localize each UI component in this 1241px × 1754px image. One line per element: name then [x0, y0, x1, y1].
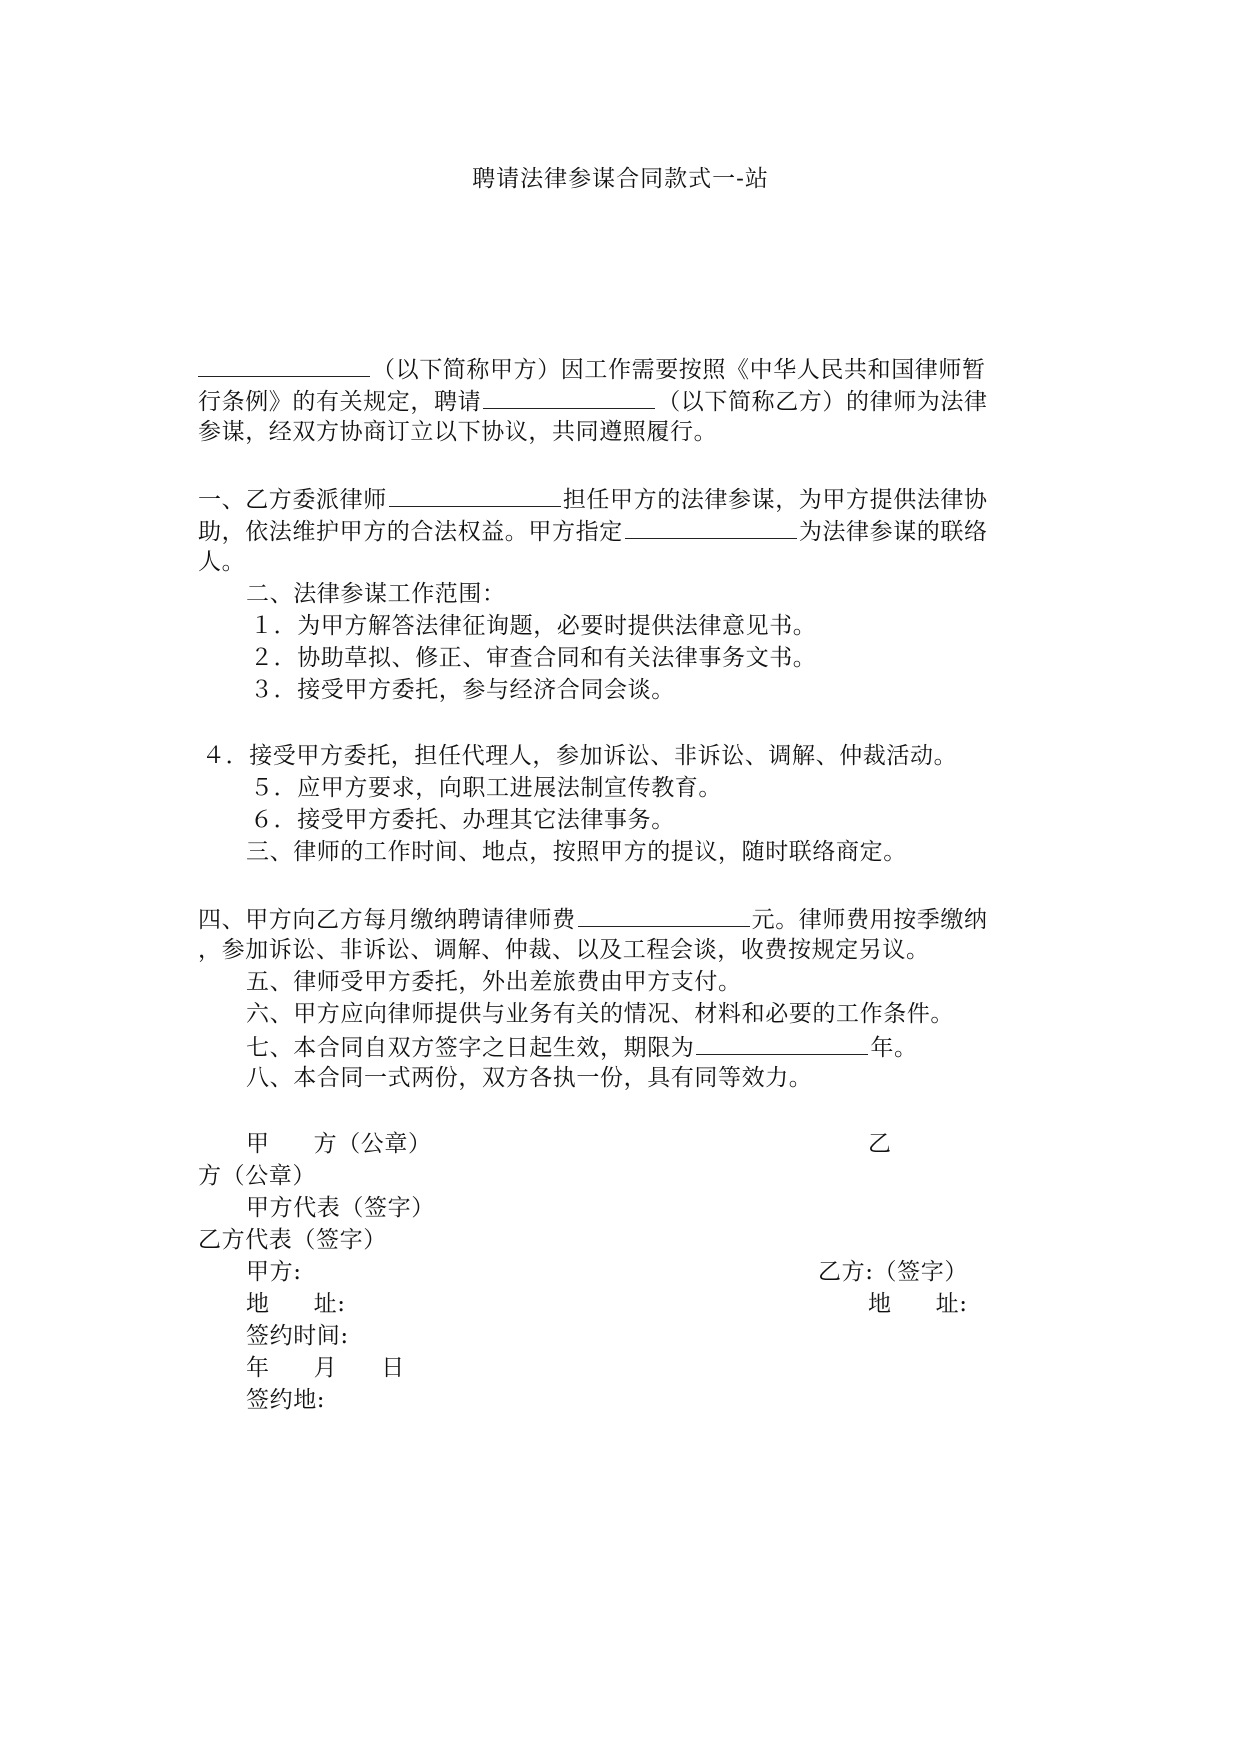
clause1-text-1b: 担任甲方的法律参谋，为甲方提供法律协 [562, 487, 988, 513]
party-b-address-char1: 地 [868, 1291, 892, 1317]
intro-line-2 [198, 384, 988, 418]
party-a-address-char2: 址: [313, 1291, 346, 1317]
clause2-item-3: ３．接受甲方委托，参与经济合同会谈。 [250, 677, 675, 703]
intro-text-2b: （以下简称乙方）的律师为法律 [657, 389, 988, 415]
clause6: 六、甲方应向律师提供与业务有关的情况、材料和必要的工作条件。 [246, 1001, 954, 1027]
intro-line-1 [198, 352, 986, 386]
party-b-seal-char: 乙 [868, 1131, 892, 1157]
clause4-line-1 [198, 902, 988, 936]
sign-time-label: 签约时间: [246, 1323, 349, 1349]
party-a-seal-char: 甲 [246, 1131, 270, 1157]
party-b-address-label [868, 1288, 968, 1320]
party-a-seal-rest: 方（公章） [313, 1131, 432, 1157]
clause2-item-1: １．为甲方解答法律征询题，必要时提供法律意见书。 [250, 613, 817, 639]
monthly-fee-blank[interactable] [578, 902, 750, 927]
clause1-line-3: 人。 [198, 549, 246, 575]
clause1-text-1a: 一、乙方委派律师 [198, 487, 387, 513]
clause1-text-2b: 为法律参谋的联络 [798, 519, 988, 545]
date-year-label: 年 [246, 1355, 270, 1381]
party-b-name-blank[interactable] [483, 384, 655, 409]
party-a-label: 甲方: [246, 1259, 302, 1285]
party-b-label: 乙方:（签字） [818, 1259, 968, 1285]
clause2-item-2: ２．协助草拟、修正、审查合同和有关法律事务文书。 [250, 645, 817, 671]
lawyer-name-blank[interactable] [389, 482, 561, 507]
clause8: 八、本合同一式两份，双方各执一份，具有同等效力。 [246, 1065, 813, 1091]
date-month-label: 月 [313, 1355, 338, 1381]
party-a-name-blank[interactable] [198, 352, 370, 377]
clause7-text-a: 七、本合同自双方签字之日起生效，期限为 [246, 1035, 695, 1061]
party-b-seal-rest: 方（公章） [198, 1163, 316, 1189]
clause5: 五、律师受甲方委托，外出差旅费由甲方支付。 [246, 969, 742, 995]
clause2-item-5: ５．应甲方要求，向职工进展法制宣传教育。 [250, 775, 722, 801]
clause7-text-b: 年。 [870, 1035, 918, 1061]
clause3: 三、律师的工作时间、地点，按照甲方的提议，随时联络商定。 [246, 839, 907, 865]
sign-date-line [246, 1352, 405, 1384]
party-a-rep-label: 甲方代表（签字） [246, 1195, 435, 1221]
term-years-blank[interactable] [696, 1030, 868, 1055]
clause4-line-2: ，参加诉讼、非诉讼、调解、仲裁、以及工程会谈，收费按规定另议。 [198, 937, 930, 963]
liaison-name-blank[interactable] [625, 514, 797, 539]
clause4-text-1a: 四、甲方向乙方每月缴纳聘请律师费 [198, 907, 576, 933]
intro-line-3: 参谋，经双方协商订立以下协议，共同遵照履行。 [198, 419, 718, 445]
clause7 [246, 1030, 918, 1064]
party-a-address-char1: 地 [246, 1291, 270, 1317]
clause2-heading: 二、法律参谋工作范围： [246, 581, 506, 607]
clause2-item-6: ６．接受甲方委托、办理其它法律事务。 [250, 807, 675, 833]
intro-text-1: （以下简称甲方）因工作需要按照《中华人民共和国律师暂 [372, 357, 986, 383]
party-b-rep-label: 乙方代表（签字） [198, 1227, 387, 1253]
sign-place-label: 签约地: [246, 1387, 326, 1413]
clause1-line-2 [198, 514, 988, 548]
party-a-seal-label [246, 1128, 432, 1160]
party-b-address-char2: 址: [935, 1291, 968, 1317]
clause1-line-1 [198, 482, 988, 516]
party-a-address-label [246, 1288, 346, 1320]
date-day-label: 日 [381, 1355, 405, 1381]
intro-text-2a: 行条例》的有关规定，聘请 [198, 389, 482, 415]
clause4-text-1b: 元。律师费用按季缴纳 [751, 907, 988, 933]
clause2-item-4: ４．接受甲方委托，担任代理人，参加诉讼、非诉讼、调解、仲裁活动。 [202, 743, 958, 769]
clause1-text-2a: 助，依法维护甲方的合法权益。甲方指定 [198, 519, 623, 545]
document-title: 聘请法律参谋合同款式一-站 [472, 166, 769, 192]
